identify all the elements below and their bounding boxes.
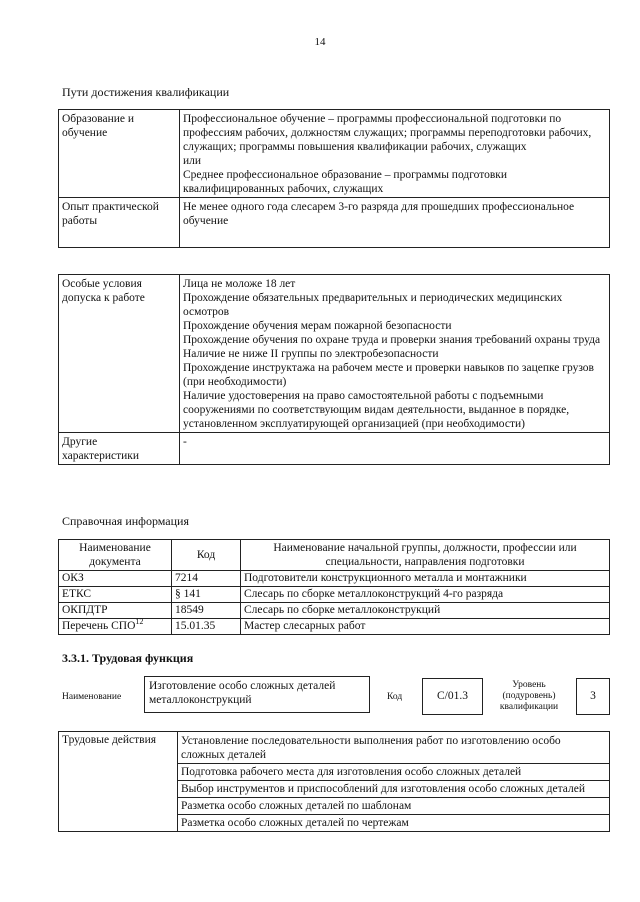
level-value: 3 — [590, 690, 596, 702]
code-label: Код — [387, 692, 403, 702]
text-line: Прохождение обязательных предварительных и периодических медицинских осмотров — [183, 292, 563, 318]
list-item: Разметка особо сложных деталей по шаблонам — [178, 798, 609, 815]
row-label: Опыт практической работы — [59, 198, 180, 248]
row-value — [180, 275, 610, 433]
text-line: Не менее одного года слесарем 3-го разряда для прошедших профессиональное обучение — [183, 201, 575, 227]
row-value — [180, 110, 610, 198]
function-name-box — [144, 676, 370, 713]
page-number: 14 — [314, 36, 326, 48]
text-line: Среднее профессиональное образование – программы подготовки квалифицированных рабочих, служащих — [183, 169, 508, 195]
row-label: Особые условия допуска к работе — [59, 275, 180, 433]
list-item: Выбор инструментов и приспособлений для изготовления особо сложных деталей — [178, 781, 609, 798]
text-line: или — [183, 155, 202, 167]
row-value: - — [180, 433, 610, 465]
level-box — [576, 678, 610, 715]
text-line: Прохождение обучения по охране труда и проверки знания требований охраны труда — [183, 334, 601, 346]
labor-function-heading: 3.3.1. Трудовая функция — [62, 651, 194, 665]
table-row — [59, 198, 610, 248]
labor-actions-list — [178, 732, 610, 832]
row-label: Образование и обучение — [59, 110, 180, 198]
qualification-paths-table — [58, 109, 610, 248]
text-line: Прохождение обучения мерам пожарной безопасности — [183, 320, 452, 332]
list-item: Подготовка рабочего места для изготовления особо сложных деталей — [178, 764, 609, 781]
doc-cell: ОКЗ — [59, 571, 172, 587]
function-name-value: Изготовление особо сложных деталей металлоконструкций — [149, 680, 336, 706]
admission-table — [58, 274, 610, 465]
doc-name: Перечень СПО — [62, 620, 136, 632]
doc-cell: ОКПДТР — [59, 603, 172, 619]
name-cell: Слесарь по сборке металлоконструкций 4-го разряда — [241, 587, 610, 603]
table-row — [59, 433, 610, 465]
table-row — [59, 732, 610, 832]
reference-heading: Справочная информация — [62, 514, 189, 528]
text-line: Наличие удостоверения на право самостоятельной работы с подъемными сооружениями по соответствующим видам деятельности, выданное в порядке, установленном эксплуатирующей организацией (при необходимости) — [183, 390, 570, 430]
code-cell: § 141 — [172, 587, 241, 603]
column-header: Наименование начальной группы, должности, профессии или специальности, направления подготовки — [241, 540, 610, 571]
name-cell: Подготовители конструкционного металла и монтажники — [241, 571, 610, 587]
code-cell: 15.01.35 — [172, 619, 241, 635]
table-header-row — [59, 540, 610, 571]
list-item: Установление последовательности выполнения работ по изготовлению особо сложных деталей — [178, 733, 609, 764]
level-label: Уровень (подуровень) квалификации — [499, 680, 559, 712]
footnote-mark: 12 — [135, 617, 144, 627]
function-code-box — [422, 678, 483, 715]
row-value — [180, 198, 610, 248]
name-cell: Слесарь по сборке металлоконструкций — [241, 603, 610, 619]
text-line: Профессиональное обучение – программы профессиональной подготовки по профессиям рабочих, должностям служащих; программы переподготовки рабочих, служащих; программы повышения квалификации рабочих, служащих — [183, 113, 592, 153]
row-label: Другие характеристики — [59, 433, 180, 465]
function-code-value: C/01.3 — [437, 690, 468, 702]
table-row — [59, 587, 610, 603]
list-item: Разметка особо сложных деталей по чертежам — [181, 817, 409, 829]
doc-cell: ЕТКС — [59, 587, 172, 603]
qualification-paths-heading: Пути достижения квалификации — [62, 85, 230, 99]
table-row — [59, 571, 610, 587]
column-header: Код — [172, 540, 241, 571]
text-line: Лица не моложе 18 лет — [183, 278, 296, 290]
text-line: Наличие не ниже II группы по электробезопасности — [183, 348, 439, 360]
reference-table — [58, 539, 610, 635]
table-row — [59, 619, 610, 635]
table-row — [59, 110, 610, 198]
code-cell: 18549 — [172, 603, 241, 619]
name-label: Наименование — [62, 692, 122, 702]
row-label: Трудовые действия — [59, 732, 178, 832]
name-cell: Мастер слесарных работ — [241, 619, 610, 635]
labor-actions-table — [58, 731, 610, 832]
table-row — [59, 275, 610, 433]
table-row — [59, 603, 610, 619]
doc-cell — [59, 619, 172, 635]
column-header: Наименование документа — [59, 540, 172, 571]
code-cell: 7214 — [172, 571, 241, 587]
text-line: Прохождение инструктажа на рабочем месте и проверки навыков по зацепке грузов (при необходимости) — [183, 362, 594, 388]
